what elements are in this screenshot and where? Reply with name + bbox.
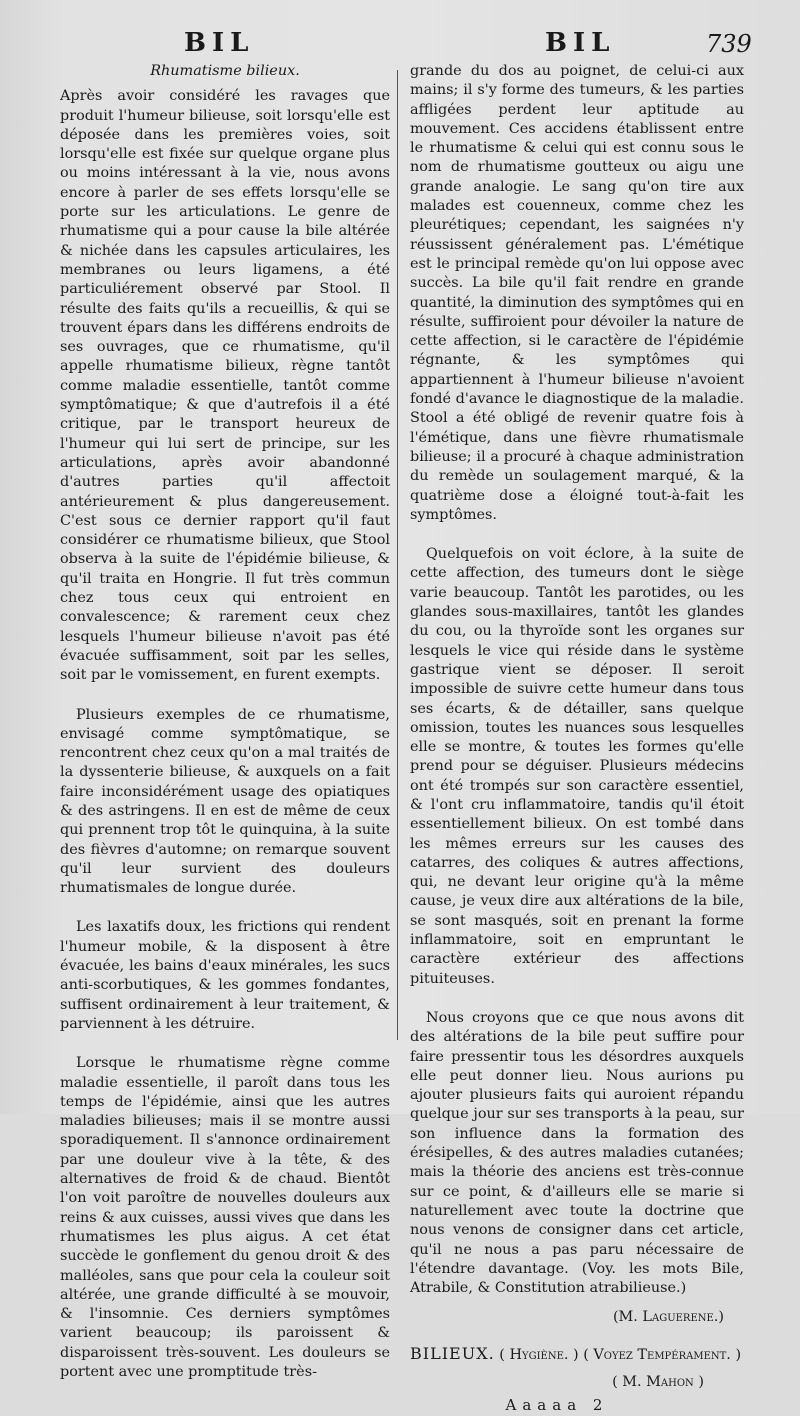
column-divider (397, 70, 398, 1040)
author-signature: (M. Laguerene.) (612, 1309, 724, 1326)
paragraph: Les laxatifs doux, les frictions qui rendent l'humeur mobile, & la disposent à être évacuée, les bains d'eaux minérales, les sucs anti-scorbutiques, & les gommes fondantes, suffisent ordinairement à leur traitement, & parviennent à les détruire. (60, 919, 390, 1032)
right-column (410, 62, 744, 1416)
running-head-right: BIL (545, 28, 616, 58)
printer-signature-mark: Aaaaa 2 (505, 1396, 609, 1415)
left-column (60, 62, 390, 1402)
section-subtitle: Rhumatisme bilieux. (150, 63, 300, 79)
paragraph: Lorsque le rhumatisme règne comme maladie essentielle, il paroît dans tous les temps de l'épidémie, ainsi que les autres maladies bilieuses; mais il se montre aussi sporadiquement. Il s'annonce ordinairement par une douleur vive à la tête, & des alternatives de froid & de chaud. Bientôt l'on voit paroître de nouvelles douleurs aux reins & aux cuisses, aussi vives que dans les rhumatismes les plus aigus. A cet état succède le gonflement du genou droit & des malléoles, sans que pour cela la couleur soit altérée, une grande difficulté à se mouvoir, & l'insomnie. Ces derniers symptômes varient beaucoup; ils paroissent & disparoissent très-souvent. Les douleurs se portent avec une promptitude très- (60, 1055, 390, 1380)
entry-headword: BILIEUX. (410, 1343, 495, 1363)
entry-text: ( Hygiène. ) ( Voyez Tempérament. ) (499, 1346, 742, 1363)
paragraph: Plusieurs exemples de ce rhumatisme, envisagé comme symptômatique, se rencontrent chez ceux qu'on a mal traités de la dyssenterie bilieuse, & auxquels on a fait faire inconsidérément usage des opiatiques & des astringens. Il en est de même de ceux qui prennent trop tôt le quinquina, à la suite des fièvres d'automne; on remarque souvent qu'il leur survient des douleurs rhumatismales de longue durée. (60, 706, 390, 897)
paragraph: Après avoir considéré les ravages que produit l'humeur bilieuse, soit lorsqu'elle est déposée dans les premières voies, soit lorsqu'elle est fixée sur quelque organe plus ou moins intéressant à la vie, nous avons encore à parler de ses effets lorsqu'elle se porte sur les articulations. Le genre de rhumatisme qui a pour cause la bile altérée & nichée dans les capsules articulaires, les membranes ou leurs ligamens, a été particuliérement observé par Stool. Il résulte des faits qu'ils a recueillis, & qui se trouvent épars dans les différens endroits de ses ouvrages, que ce rhumatisme, qu'il appelle rhumatisme bilieux, règne tantôt comme maladie essentielle, tantôt comme symptômatique; & que d'autrefois il a été critique, par le transport heureux de l'humeur qui lui sert de principe, sur les articulations, après avoir abandonné d'autres parties qu'il affectoit antérieurement & plus dangereusement. C'est sous ce dernier rapport qu'il faut considérer ce rhumatisme bilieux, que Stool observa à la suite de l'épidémie bilieuse, & qu'il traita en Hongrie. Il fut très commun chez tous ceux qui entroient en convalescence; & rarement ceux chez lesquels l'humeur bilieuse n'avoit pas été évacuée suffisamment, soit par les selles, soit par le vomissement, en furent exempts. (60, 88, 390, 684)
dictionary-entry (410, 1344, 744, 1365)
paragraph: Nous croyons que ce que nous avons dit des altérations de la bile peut suffire pour faire pressentir tous les désordres auxquels elle peut donner lieu. Nous aurions pu ajouter plusieurs faits qui auroient répandu quelque jour sur ses transports à la peau, sur son influence dans la formation des érésipelles, & des autres maladies cutanées; mais la théorie des anciens est très-connue sur ce point, & d'ailleurs elle se marie si naturellement avec toute la doctrine que nous venons de consigner dans cet article, qu'il ne nous a pas paru nécessaire de l'étendre davantage. (Voy. les mots Bile, Atrabile, & Constitution atrabilieuse.) (410, 1009, 744, 1297)
paragraph: grande du dos au poignet, de celui-ci aux mains; il s'y forme des tumeurs, & les parties affligées perdent leur aptitude au mouvement. Ces accidens établissent entre le rhumatisme & celui qui est connu sous le nom de rhumatisme goutteux ou aigu une grande analogie. Le sang qu'on tire aux malades est couenneux, comme chez les pleurétiques; cependant, les saignées n'y réussissent généralement pas. L'émétique est le principal remède qu'on lui oppose avec succès. La bile qu'il fait rendre en grande quantité, la diminution des symptômes qui en résulte, suffiroient pour dévoiler la nature de cette affection, si le caractère de l'épidémie régnante, & les symptômes qui appartiennent à l'humeur bilieuse n'avoient fondé d'avance le diagnostique de la maladie. Stool a été obligé de revenir quatre fois à l'émétique, dans une fièvre rhumatismale bilieuse; il a procuré à chaque administration du remède un soulagement marqué, & la quatrième dose a éloigné tout-à-fait les symptômes. (410, 63, 744, 523)
paragraph: Quelquefois on voit éclore, à la suite de cette affection, des tumeurs dont le siège varie beaucoup. Tantôt les parotides, ou les glandes sous-maxillaires, tantôt les glandes du cou, ou la thyroïde sont les organes sur lesquels le vice qui réside dans le système gastrique vient se déposer. Il seroit impossible de suivre cette humeur dans tous ses écarts, & de détailler, sans quelque omission, toutes les nuances sous lesquelles elle se montre, & toutes les formes qu'elle prend pour se déguiser. Plusieurs médecins ont été trompés sur son caractère essentiel, & l'ont cru inflammatoire, tandis qu'il étoit essentiellement bilieux. On est tombé dans les mêmes erreurs sur les causes des catarres, des coliques & autres affections, qui, ne devant leur origine qu'à la même cause, je veux dire aux altérations de la bile, se sont masqués, soit en prenant la forme inflammatoire, soit en empruntant le caractère extérieur des affections pituiteuses. (410, 546, 744, 987)
author-signature: ( M. Mahon ) (612, 1374, 704, 1390)
page-number: 739 (706, 30, 752, 58)
running-head-left: BIL (184, 28, 255, 58)
